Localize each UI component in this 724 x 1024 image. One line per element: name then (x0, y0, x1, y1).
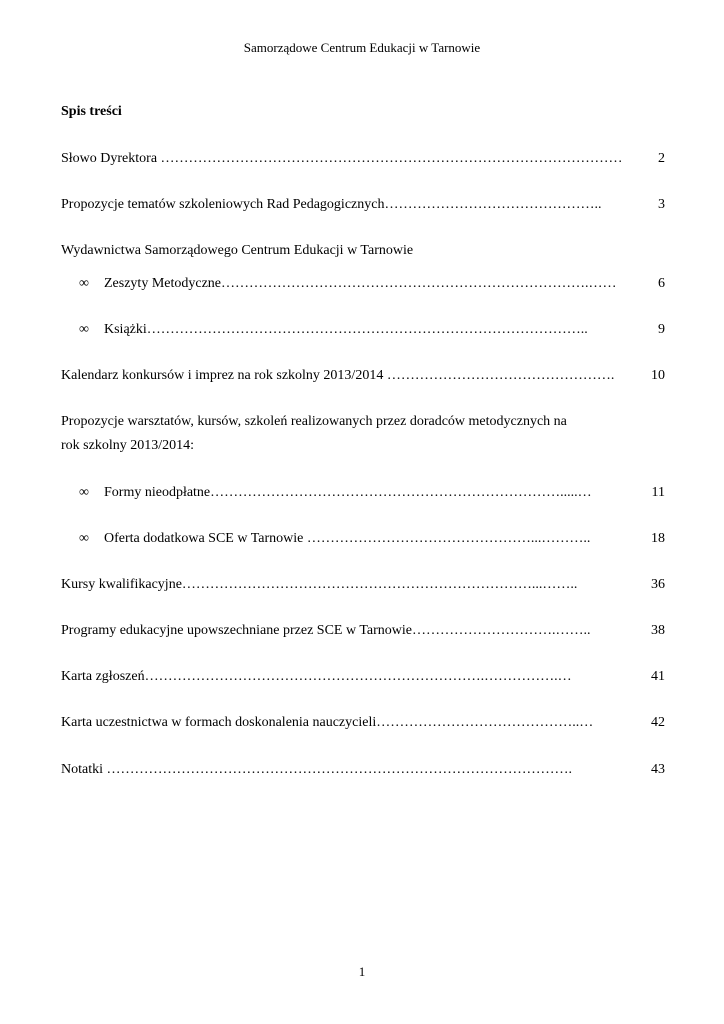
toc-subentry[interactable] (79, 484, 665, 502)
toc-dot-leader: ………………………………………………………………………………….. (146, 322, 588, 337)
toc-entry-text: Kursy kwalifikacyjne (61, 577, 182, 592)
toc-section-heading: Propozycje warsztatów, kursów, szkoleń realizowanych przez doradców metodycznych na (61, 414, 567, 429)
toc-section-heading: Wydawnictwa Samorządowego Centrum Edukacji w Tarnowie (61, 243, 414, 258)
toc-dot-leader: …………………………………………. (386, 368, 615, 383)
toc-entry[interactable] (61, 196, 665, 214)
toc-dot-leader: ……………………………………..… (376, 715, 594, 730)
toc-entry-text: Słowo Dyrektora (61, 151, 161, 166)
toc-page-number: 38 (647, 622, 665, 640)
toc-entry[interactable] (61, 622, 665, 640)
toc-page-number: 36 (647, 576, 665, 594)
toc-entry[interactable] (61, 576, 665, 594)
toc-entry-text: Propozycje tematów szkoleniowych Rad Pedagogicznych (61, 197, 385, 212)
infinity-bullet-icon: ∞ (79, 276, 89, 291)
toc-page-number: 18 (647, 530, 665, 548)
toc-dot-leader: …………………………………………………………………….…… (221, 276, 617, 291)
toc-subentry[interactable] (79, 275, 665, 293)
toc-page-number: 41 (647, 668, 665, 686)
toc-entry-text: Książki (104, 322, 147, 337)
toc-page-number: 42 (647, 714, 665, 732)
toc-page-number: 9 (654, 321, 665, 339)
toc-page-number: 43 (647, 761, 665, 779)
toc-entry-text: Karta uczestnictwa w formach doskonalenia nauczycieli (61, 715, 377, 730)
page-header: Samorządowe Centrum Edukacji w Tarnowie (243, 40, 481, 55)
toc-dot-leader: ……………………………………………………………………………………… (160, 151, 623, 166)
toc-dot-leader: …………………………………………………………………...…….. (181, 577, 578, 592)
toc-entry-text: Notatki (61, 762, 107, 777)
toc-entry-text: Formy nieodpłatne (104, 485, 211, 500)
toc-subentry[interactable] (79, 530, 665, 548)
toc-dot-leader: …………………………………………...……….. (306, 531, 591, 546)
infinity-bullet-icon: ∞ (79, 485, 89, 500)
toc-dot-leader: ……………………………………….. (384, 197, 602, 212)
toc-subentry[interactable] (79, 321, 665, 339)
toc-section-heading-continued: rok szkolny 2013/2014: (61, 438, 194, 453)
infinity-bullet-icon: ∞ (79, 531, 89, 546)
toc-entry[interactable] (61, 668, 665, 686)
toc-entry-text: Karta zgłoszeń (61, 669, 145, 684)
infinity-bullet-icon: ∞ (79, 322, 89, 337)
toc-page-number: 2 (654, 150, 665, 168)
toc-entry-text: Zeszyty Metodyczne (104, 276, 222, 291)
toc-dot-leader: ………………………………………………………………………………………. (106, 762, 572, 777)
page-footer-number: 1 (358, 964, 366, 979)
toc-dot-leader: ………………………….…….. (411, 623, 591, 638)
toc-page-number: 10 (647, 367, 665, 385)
toc-dot-leader: ………………………………………………………………….....… (210, 485, 592, 500)
toc-title: Spis treści (61, 104, 122, 119)
toc-entry-text: Kalendarz konkursów i imprez na rok szkolny 2013/2014 (61, 368, 387, 383)
toc-page-number: 6 (654, 275, 665, 293)
toc-entry[interactable] (61, 761, 665, 779)
toc-entry-text: Programy edukacyjne upowszechniane przez SCE w Tarnowie (61, 623, 412, 638)
toc-entry[interactable] (61, 714, 665, 732)
toc-page-number: 3 (654, 196, 665, 214)
toc-entry[interactable] (61, 150, 665, 168)
toc-entry[interactable] (61, 367, 665, 385)
toc-entry-text: Oferta dodatkowa SCE w Tarnowie (104, 531, 307, 546)
toc-page-number: 11 (648, 484, 665, 502)
toc-dot-leader: ……………………………………………………………….…………….… (144, 669, 572, 684)
